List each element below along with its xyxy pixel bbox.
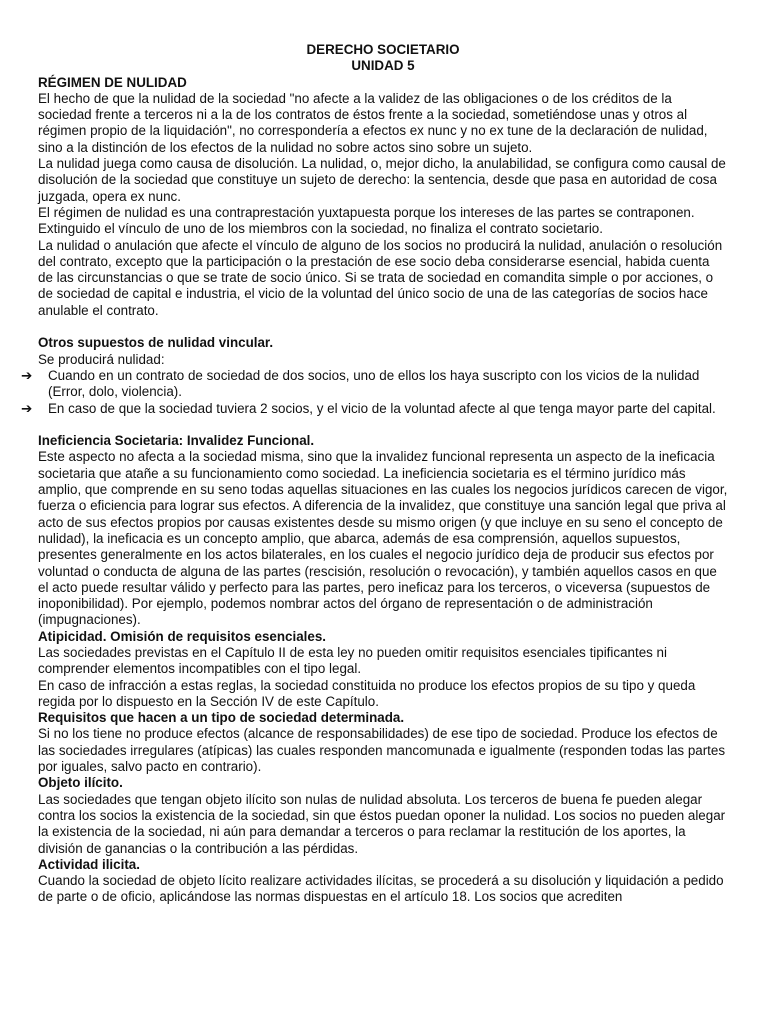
arrow-bullet-icon: ➔ — [21, 367, 33, 383]
paragraph: Este aspecto no afecta a la sociedad misma, sino que la invalidez funcional representa un aspecto de la ineficacia societaria que atañe a su funcionamiento como sociedad. La ineficiencia societaria es el término jurídico más amplio, que comprende en su seno todas aquellas situaciones en las cuales los negocios jurídicos carecen de vigor, fuerza o eficiencia para lograr sus efectos. A diferencia de la invalidez, que constituye una sanción legal que priva al acto de sus efectos propios por causas existentes desde su mismo origen (y que incluye en su seno el concepto de nulidad), la ineficacia es un concepto amplio, que abarca, además de esa comprensión, aquellos supuestos, presentes generalmente en los actos bilaterales, en los cuales el negocio jurídico deja de producir sus efectos por voluntad o conducta de alguna de las partes (rescisión, resolución o revocación), y también aquellos casos en que el acto puede resultar válido y perfecto para las partes, pero ineficaz para los terceros, o viceversa (supuestos de inoponibilidad). Por ejemplo, podemos nombrar actos del órgano de representación o de administración (impugnaciones). — [38, 449, 728, 628]
paragraph: Cuando la sociedad de objeto lícito realizare actividades ilícitas, se procederá a su disolución y liquidación a pedido de parte o de oficio, aplicándose las normas dispuestas en el artículo 18. Los socios que acrediten — [38, 873, 724, 905]
paragraph: Si no los tiene no produce efectos (alcance de responsabilidades) de ese tipo de sociedad. Produce los efectos de las sociedades irregulares (atípicas) las cuales responden mancomunada e igualmente (responden todas las partes por iguales, salvo pacto en contrario). — [38, 726, 726, 775]
paragraph: La nulidad o anulación que afecte el vínculo de alguno de los socios no producirá la nulidad, anulación o resolución del contrato, excepto que la participación o la prestación de ese socio deba considerarse esencial, habida cuenta de las circunstancias o que se trate de socio único. Si se trata de sociedad en comandita simple o por acciones, o de sociedad de capital e industria, el vicio de la voluntad del único socio de una de las categorías de socios hace anulable el contrato. — [38, 237, 723, 318]
paragraph: El régimen de nulidad es una contraprestación yuxtapuesta porque los intereses de las partes se contraponen. Extinguido el vínculo de uno de los miembros con la sociedad, no finaliza el contrato societario. — [38, 204, 695, 237]
list-item — [21, 400, 728, 417]
paragraph: Las sociedades que tengan objeto ilícito son nulas de nulidad absoluta. Los terceros de buena fe pueden alegar contra los socios la existencia de la sociedad, sin que éstos puedan oponer la nulidad. Los socios no pueden alegar la existencia de la sociedad, ni aún para demandar a terceros o para reclamar la restitución de los aportes, la división de ganancias o la contribución a las pérdidas. — [38, 791, 726, 856]
document-title: DERECHO SOCIETARIO — [306, 42, 460, 57]
section-heading-requisitos: Requisitos que hacen a un tipo de sociedad determinada. — [38, 710, 405, 726]
paragraph: En caso de infracción a estas reglas, la sociedad constituida no produce los efectos propios de su tipo y queda regida por lo dispuesto en la Sección IV de este Capítulo. — [38, 677, 696, 709]
paragraph: La nulidad juega como causa de disolución. La nulidad, o, mejor dicho, la anulabilidad, se configura como causal de disolución de la sociedad que constituye un sujeto de derecho: la sentencia, desde que pasa en autoridad de cosa juzgada, opera ex nunc. — [38, 156, 726, 204]
section-heading-otros: Otros supuestos de nulidad vincular. — [38, 335, 274, 351]
section-heading-atipicidad: Atipicidad. Omisión de requisitos esenciales. — [38, 628, 326, 644]
section-heading-actividad: Actividad ilicita. — [38, 856, 140, 872]
list-item-text: Cuando en un contrato de sociedad de dos socios, uno de ellos los haya suscripto con los vicios de la nulidad (Error, dolo, violencia). — [48, 367, 700, 400]
section-heading-ineficiencia: Ineficiencia Societaria: Invalidez Funcional. — [38, 433, 315, 449]
document-page — [21, 42, 728, 906]
paragraph: El hecho de que la nulidad de la sociedad "no afecte a la validez de las obligaciones o de los créditos de la sociedad frente a terceros ni a la de los contratos de éstos frente a la sociedad, sometiéndose unas y otros al régimen propio de la liquidación", no correspondería a efectos ex nunc y no ex tune de la declaración de nulidad, sino a la distinción de los efectos de la nulidad no sobre actos sino sobre un sujeto. — [38, 90, 708, 155]
section-heading-objeto: Objeto ilícito. — [38, 775, 123, 791]
paragraph: Se producirá nulidad: — [38, 351, 165, 367]
list-item — [21, 367, 728, 401]
spacer — [38, 319, 728, 335]
paragraph: Las sociedades previstas en el Capítulo II de esta ley no pueden omitir requisitos esenciales tipificantes ni comprender elementos incompatibles con el tipo legal. — [38, 644, 667, 677]
arrow-bullet-icon: ➔ — [21, 400, 33, 416]
spacer — [38, 417, 728, 433]
section-heading-regimen: RÉGIMEN DE NULIDAD — [38, 74, 187, 90]
list-item-text: En caso de que la sociedad tuviera 2 socios, y el vicio de la voluntad afecte al que tenga mayor parte del capital. — [48, 400, 716, 416]
unit-title: UNIDAD 5 — [351, 58, 415, 74]
